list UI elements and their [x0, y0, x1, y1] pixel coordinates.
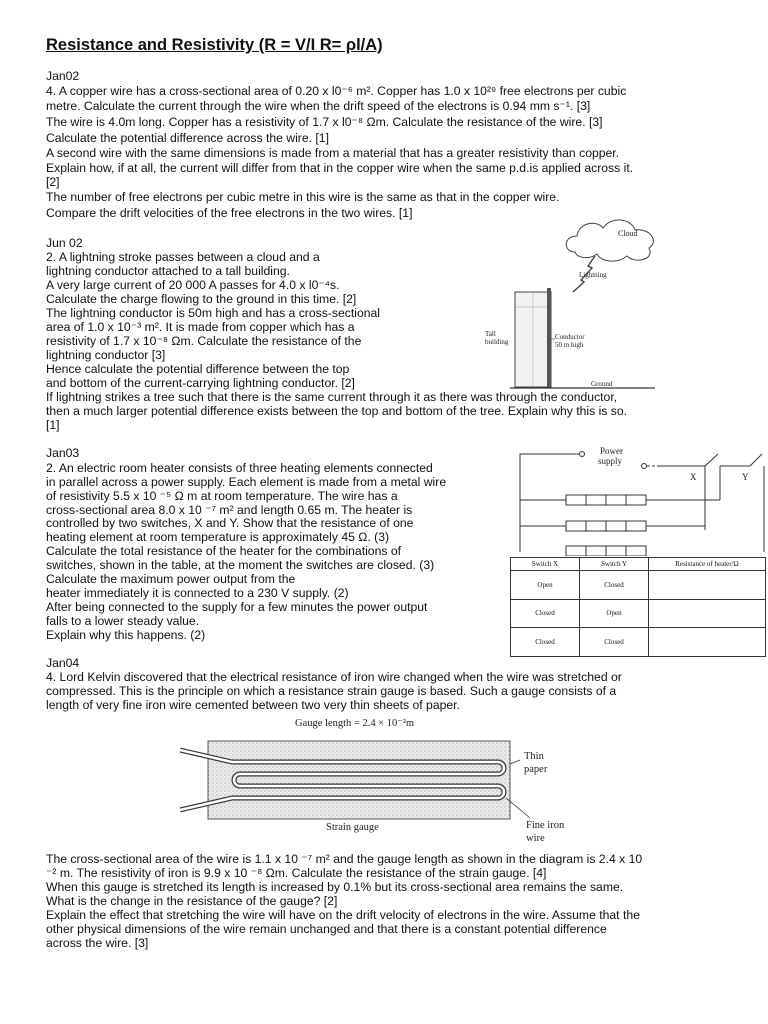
question-line: of resistivity 5.5 x 10 ⁻⁵ Ω m at room temperature. The wire has a	[46, 489, 398, 503]
question-line: and bottom of the current-carrying lightning conductor. [2]	[46, 376, 355, 390]
table-cell	[649, 628, 766, 657]
table-cell: Closed	[580, 628, 649, 657]
question-line: Explain why this happens. (2)	[46, 628, 206, 642]
question-line: across the wire. [3]	[46, 936, 149, 950]
question-line: After being connected to the supply for a few minutes the power output	[46, 600, 428, 614]
switch-table	[510, 557, 766, 657]
question-line: Compare the drift velocities of the free electrons in the two wires. [1]	[46, 206, 413, 220]
heating-element	[520, 495, 720, 505]
lightning-conductor	[547, 288, 551, 387]
question-line: 2. An electric room heater consists of three heating elements connected	[46, 461, 433, 475]
question-line: length of very fine iron wire cemented between two very thin sheets of paper.	[46, 698, 460, 712]
switch-y	[750, 454, 762, 466]
power-supply-label: Power	[600, 446, 623, 456]
fine-iron-wire-label: Fine iron	[526, 820, 565, 831]
question-line: then a much larger potential difference exists between the top and bottom of the tree. Explain why this is so.	[46, 404, 628, 418]
question-line: Hence calculate the potential difference between the top	[46, 362, 350, 376]
question-line: A second wire with the same dimensions is made from a material that has a greater resistivity than copper.	[46, 146, 620, 160]
table-cell	[649, 571, 766, 600]
switch-x-label: X	[690, 472, 697, 482]
question-line: The number of free electrons per cubic metre in this wire is the same as that in the copper wire.	[46, 190, 560, 204]
question-line: controlled by two switches, X and Y. Show that the resistance of one	[46, 516, 414, 530]
table-row	[511, 628, 766, 657]
question-line: Calculate the charge flowing to the ground in this time. [2]	[46, 292, 357, 306]
question-line: Explain the effect that stretching the wire will have on the drift velocity of electrons in the wire. Assume that the	[46, 908, 640, 922]
question-line: Calculate the maximum power output from the	[46, 572, 296, 586]
table-cell: Open	[511, 571, 580, 600]
switch-y-label: Y	[742, 472, 749, 482]
table-row	[511, 599, 766, 628]
question-line: If lightning strikes a tree such that there is the same current through it as there was through the conductor,	[46, 390, 618, 404]
question-line: other physical dimensions of the wire remain unchanged and that there is a constant potential difference	[46, 922, 607, 936]
heating-element	[520, 521, 705, 531]
fine-iron-wire-label: wire	[526, 833, 545, 844]
question-line: 4. A copper wire has a cross-sectional area of 0.20 x l0⁻⁶ m². Copper has 1.0 x 10²⁹ free electrons per cubic	[46, 84, 627, 98]
question-line: Calculate the potential difference across the wire. [1]	[46, 131, 329, 145]
question-line: area of 1.0 x 10⁻³ m². It is made from copper which has a	[46, 320, 355, 334]
question-line: [2]	[46, 175, 60, 189]
table-header: Resistance of heater/Ω	[649, 558, 766, 571]
question-line: heating element at room temperature is approximately 45 Ω. (3)	[46, 530, 390, 544]
question-line: compressed. This is the principle on which a resistance strain gauge is based. Such a gauge consists of a	[46, 684, 617, 698]
heater-circuit-diagram	[510, 440, 766, 556]
ground-label: Ground	[591, 380, 613, 388]
table-cell: Closed	[580, 571, 649, 600]
lightning-label: Lightning	[579, 271, 607, 279]
question-line: The wire is 4.0m long. Copper has a resistivity of 1.7 x l0⁻⁸ Ωm. Calculate the resistance of the wire. [3]	[46, 115, 603, 129]
question-line: lightning conductor attached to a tall building.	[46, 264, 290, 278]
question-line: 4. Lord Kelvin discovered that the electrical resistance of iron wire changed when the wire was stretched or	[46, 670, 622, 684]
tall-building-label: building	[485, 338, 509, 346]
supply-terminal	[642, 464, 647, 469]
thin-paper-label: Thin	[524, 751, 544, 762]
lightning-diagram	[455, 212, 665, 392]
question-line: cross-sectional area 8.0 x 10 ⁻⁷ m² and length 0.65 m. The heater is	[46, 503, 413, 517]
question-line: 2. A lightning stroke passes between a cloud and a	[46, 250, 320, 264]
power-supply-label: supply	[598, 456, 623, 466]
table-cell	[649, 599, 766, 628]
section-heading: Jan04	[46, 656, 80, 670]
tall-building-label: Tall	[485, 330, 496, 338]
table-header: Switch X	[511, 558, 580, 571]
question-line: ⁻² m. The resistivity of iron is 9.9 x 10 ⁻⁸ Ωm. Calculate the resistance of the strain gauge. [4]	[46, 866, 547, 880]
question-line: [1]	[46, 418, 60, 432]
paper-sheet	[208, 741, 510, 819]
conductor-label: 50 m high	[555, 341, 584, 349]
question-line: lightning conductor [3]	[46, 348, 166, 362]
question-line: switches, shown in the table, at the moment the switches are closed. (3)	[46, 558, 435, 572]
table-cell: Closed	[511, 599, 580, 628]
cloud-label: Cloud	[618, 229, 638, 238]
question-line: The cross-sectional area of the wire is 1.1 x 10 ⁻⁷ m² and the gauge length as shown in the diagram is 2.4 x 10	[46, 852, 643, 866]
heating-element	[566, 546, 646, 556]
strain-gauge-label: Strain gauge	[326, 822, 379, 833]
question-line: What is the change in the resistance of the gauge? [2]	[46, 894, 338, 908]
conductor-label: Conductor	[555, 333, 585, 341]
switch-x	[705, 454, 718, 466]
thin-paper-label: paper	[524, 764, 548, 775]
question-line: The lightning conductor is 50m high and has a cross-sectional	[46, 306, 380, 320]
cloud-icon	[566, 220, 653, 261]
question-line: in parallel across a power supply. Each element is made from a metal wire	[46, 475, 447, 489]
question-line: Calculate the total resistance of the heater for the combinations of	[46, 544, 401, 558]
question-line: Explain how, if at all, the current will differ from that in the copper wire when the same p.d.is applied across it.	[46, 161, 634, 175]
strain-gauge-diagram	[180, 714, 600, 846]
question-line: falls to a lower steady value.	[46, 614, 200, 628]
page-title: Resistance and Resistivity (R = V/I R= ρl/A)	[46, 36, 383, 54]
table-row	[511, 571, 766, 600]
question-line: When this gauge is stretched its length is increased by 0.1% but its cross-sectional area remains the same.	[46, 880, 624, 894]
section-heading: Jun 02	[46, 236, 83, 250]
question-line: heater immediately it is connected to a 230 V supply. (2)	[46, 586, 349, 600]
gauge-length-label: Gauge length = 2.4 × 10⁻²m	[295, 718, 415, 729]
table-cell: Closed	[511, 628, 580, 657]
section-heading: Jan02	[46, 69, 80, 83]
table-cell: Open	[580, 599, 649, 628]
question-line: resistivity of 1.7 x 10⁻⁸ Ωm. Calculate the resistance of the	[46, 334, 362, 348]
table-header: Switch Y	[580, 558, 649, 571]
question-line: metre. Calculate the current through the wire when the drift speed of the electrons is 0.94 mm s⁻¹. [3]	[46, 99, 591, 113]
supply-terminal	[580, 452, 585, 457]
section-heading: Jan03	[46, 446, 80, 460]
question-line: A very large current of 20 000 A passes for 4.0 x l0⁻⁴s.	[46, 278, 340, 292]
